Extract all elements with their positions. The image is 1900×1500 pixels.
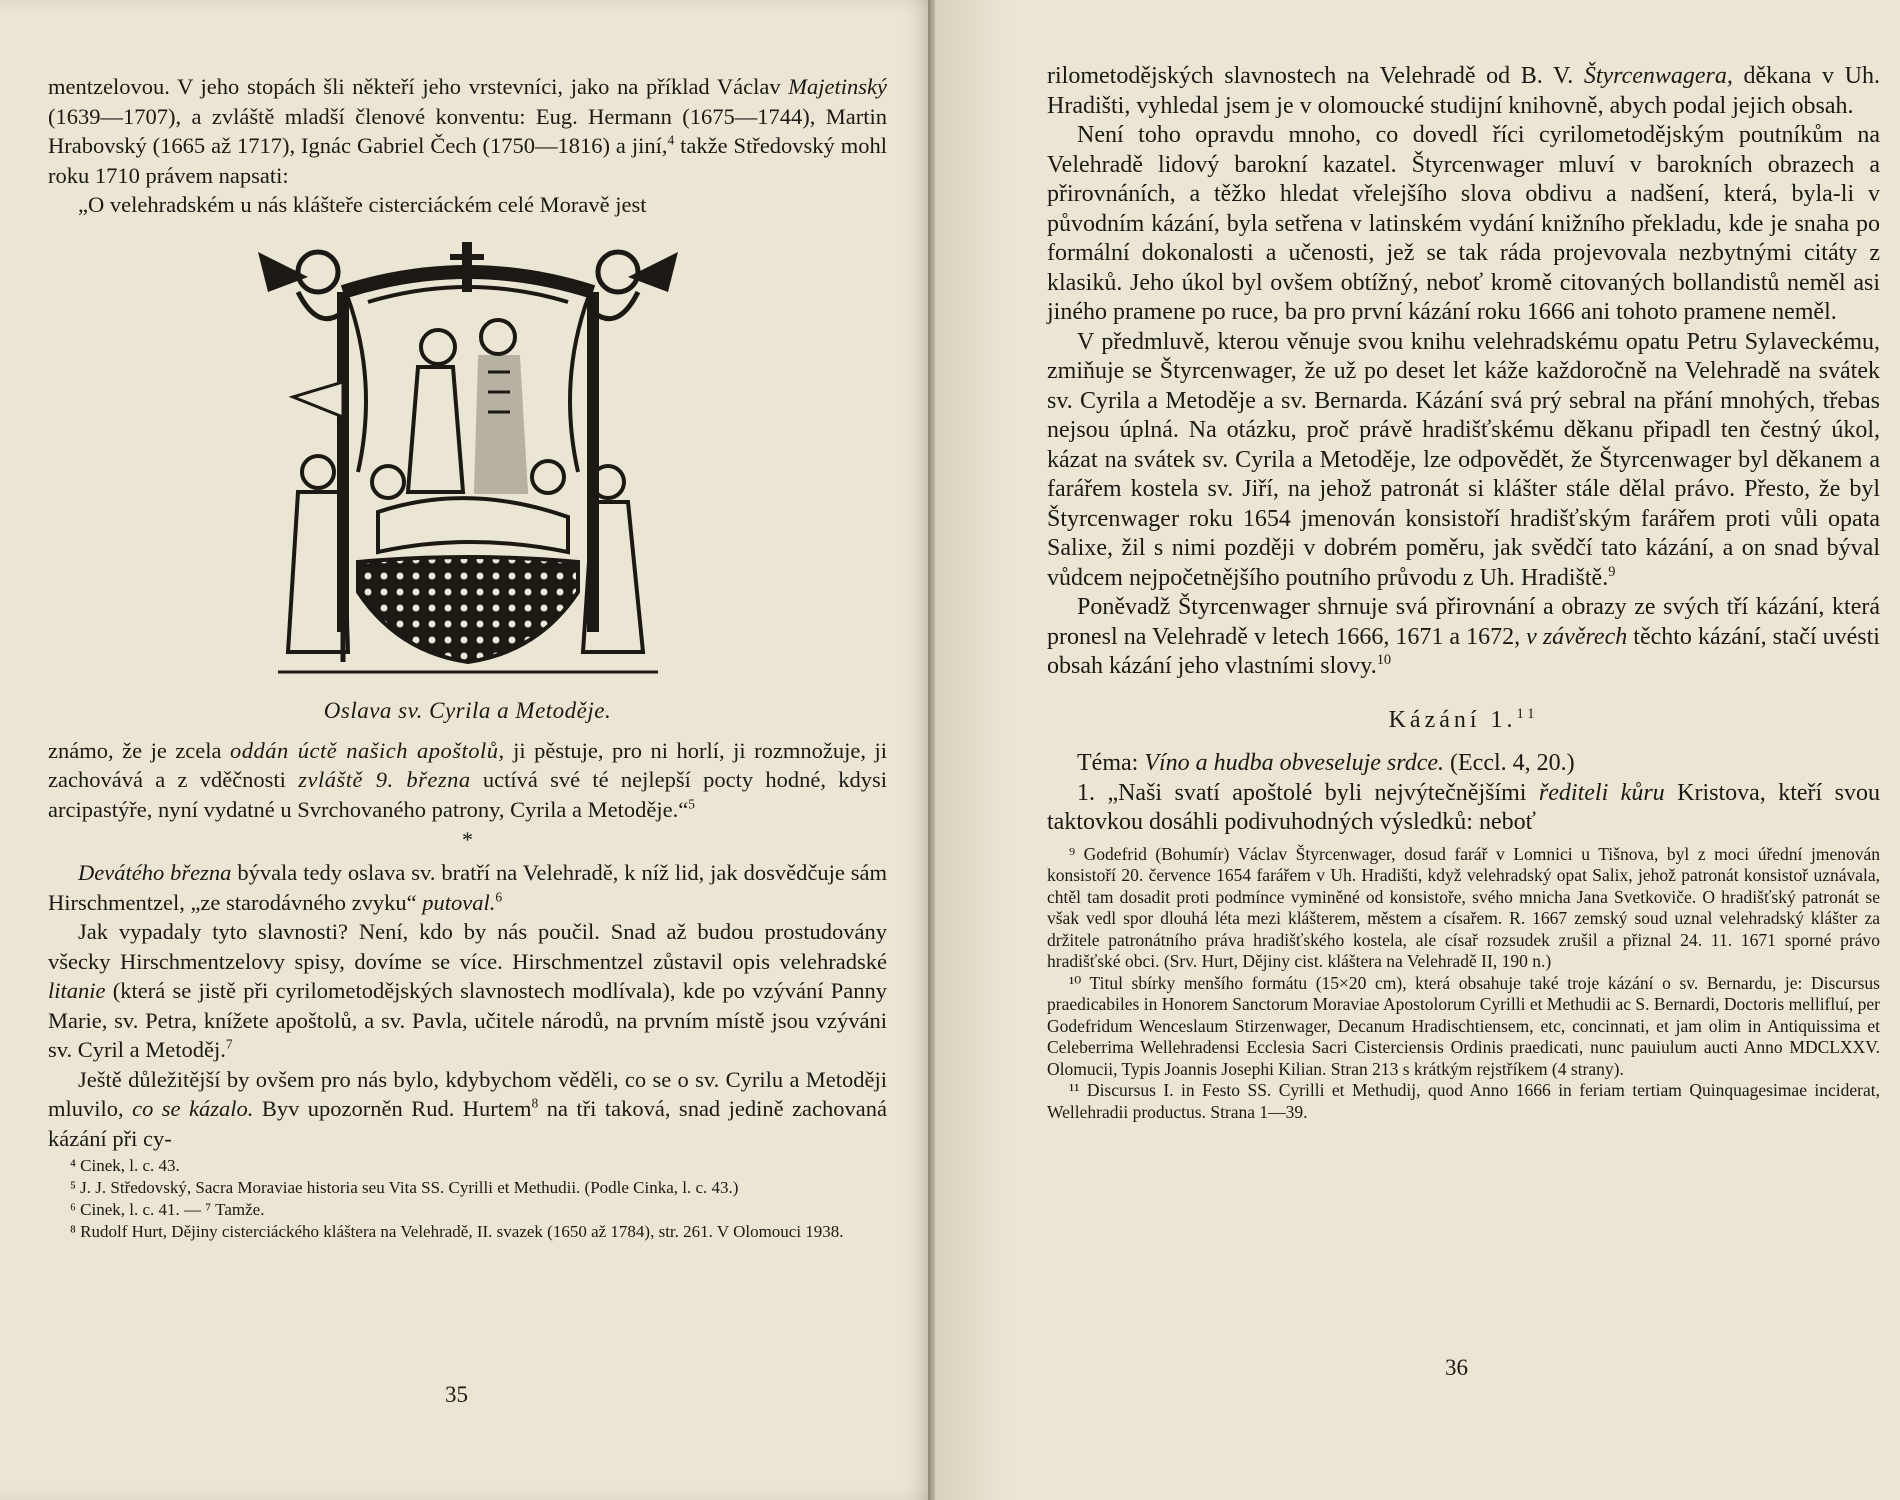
woodcut-saints-icon bbox=[248, 232, 688, 692]
footnote: ¹⁰ Titul sbírky menšího formátu (15×20 cm), která obsahuje také troje kázání o sv. Bernardu, je: Discursus praedicabiles in Honorem Sanctorum Moraviae Apostolorum Cyrilli et Methudii ac S. Bernardi, Doctoris mellifluí, per Godefridum Wenceslaum Stirzenwager, Decanum Hradischtiensem, etc, concinnati, et jam olim in Antiquissima et Celeberrima Wellehradensi Ecclesia Sacri Cisterciensis Ordinis praedicati, nunc pauiulum aucti Anno MDCLXXV. Olomucii, Typis Joannis Josephi Kilian. Stran 213 s krátkým rejstříkem (4 strany). bbox=[1047, 972, 1880, 1079]
right-text-column bbox=[1047, 62, 1880, 838]
left-paragraph-5: Ještě důležitější by ovšem pro nás bylo, kdybychom věděli, co se o sv. Cyrilu a Metoději mluvilo, co se kázalo. Byv upozorněn Rud. Hurtem$^8$ na tři taková, snad jedině zachovaná kázání při cy- bbox=[48, 1066, 887, 1151]
quote-continuation: známo, že je zcela oddán úctě našich apoštolů, ji pěstuje, pro ni horlí, ji rozmnožuje, ji zachovává a z vděčnosti zvláště 9. března uctívá své té nejlepší pocty hodné, kdysi arcipastýře, nyní vydatné u Svrchovaného patrony, Cyrila a Metoděje.“$^5$ bbox=[48, 737, 887, 822]
illustration-caption: Oslava sv. Cyrila a Metoděje. bbox=[323, 697, 612, 723]
page-number-left: 35 bbox=[445, 1382, 468, 1407]
footnote: ⁵ J. J. Středovský, Sacra Moraviae historia seu Vita SS. Cyrilli et Methudii. (Podle Cinka, l. c. 43.) bbox=[70, 1178, 739, 1197]
right-paragraph-1: rilometodějských slavnostech na Velehradě od B. V. Štyrcenwagera, děkana v Uh. Hradišti, vyhledal jsem je v olomoucké studijní knihovně, abych podal jejich obsah. bbox=[1047, 63, 1880, 119]
quote-start: „O velehradském u nás klášteře cisterciáckém celé Moravě jest bbox=[78, 192, 647, 217]
right-paragraph-4: Poněvadž Štyrcenwager shrnuje svá přirovnání a obrazy ze svých tří kázání, která pronesl na Velehradě v letech 1666, 1671 a 1672, v závěrech těchto kázání, stačí uvésti obsah kázání jeho vlastními slovy.$^{10}$ bbox=[1047, 594, 1880, 679]
left-page bbox=[0, 0, 935, 1500]
right-paragraph-3: V předmluvě, kterou věnuje svou knihu velehradskému opatu Petru Sylaveckému, zmiňuje se Štyrcenwager, že už po deset let káže každoročně na Velehradě na svátek sv. Cyrila a Metoděje a sv. Bernarda. Kázání svá prý sebral na přání mnohých, třebas nejsou úplná. Na otázku, proč právě hradišťskému děkanu připadl ten čestný úkol, kázat na svátek sv. Cyrila a Metoděje, lze odpovědět, že Štyrcenwager byl děkanem a farářem kostela sv. Jiří, na jehož patronát si klášter stále dělal právo. Přesto, že byl Štyrcenwager roku 1654 jmenován konsistoří hradišťským farářem proti vůli opata Salixe, žil s nimi později v dobrém poměru, jak svědčí tato kázání, a on snad býval vůdcem nejpočetnějšího poutního průvodu z Uh. Hradiště.$^9$ bbox=[1047, 328, 1880, 591]
right-page bbox=[935, 0, 1900, 1500]
page-number-right: 36 bbox=[1445, 1355, 1468, 1380]
left-paragraph-1: mentzelovou. V jeho stopách šli někteří jeho vrstevníci, jako na příklad Václav Majetinský (1639—1707), a zvláště mladší členové konventu: Eug. Hermann (1675—1744), Martin Hrabovský (1665 až 1717), Ignác Gabriel Čech (1750—1816) a jiní,$^4$ takže Středovský mohl roku 1710 právem napsati: bbox=[48, 74, 887, 188]
footnote: ⁹ Godefrid (Bohumír) Václav Štyrcenwager, dosud farář v Lomnici u Tišnova, byl z moci úřední jmenován konsistoří 20. července 1654 farářem v Uh. Hradišti, když velehradský opat Salix, jehož patronát konsistoř uznávala, chtěl tam dosadit proti podmínce vyminěné od konsistoře, svého mnicha Jana Svetkoviče. O hradišťský patronát se však vedl spor dlouhá léta mezi klášterem, městem a císařem. R. 1667 zemský soud uznal velehradský klášter za držitele patronátního práva hradišťského kostela, ale císař rozsudek zrušil a přiznal 24. 11. 1671 sporné právo hradišťské obci. (Srv. Hurt, Dějiny cist. kláštera na Velehradě II, 190 n.) bbox=[1047, 843, 1880, 971]
sermon-heading: Kázání 1.11 bbox=[1388, 705, 1539, 733]
illustration-figure bbox=[228, 232, 708, 724]
footnote: ⁸ Rudolf Hurt, Dějiny cisterciáckého kláštera na Velehradě, II. svazek (1650 až 1784), str. 261. V Olomouci 1938. bbox=[70, 1222, 844, 1241]
right-paragraph-2: Není toho opravdu mnoho, co dovedl říci cyrilometodějským poutníkům na Velehradě lidový barokní kazatel. Štyrcenwager mluví v barokních obrazech a přirovnáních, a těžko hledat vřelejšího slova obdivu a nadšení, která, byla-li v původním kázání, byla setřena v latinském vydání knižního překladu, kde je snaha po formální dokonalosti a učenosti, jež se tak ráda projevovala nezbytnými citáty z klasiků. Jeho úkol byl ovšem obtížný, neboť kromě citovaných bollandistů neměl asi jiného pramene po ruce, ba pro první kázání roku 1666 ani tohoto pramene neměl. bbox=[1047, 122, 1880, 325]
right-footnotes bbox=[1047, 844, 1880, 1124]
sermon-theme: Téma: Víno a hudba obveseluje srdce. (Eccl. 4, 20.) bbox=[1077, 750, 1575, 776]
section-asterisk: * bbox=[462, 827, 473, 852]
footnote: ⁶ Cinek, l. c. 41. — ⁷ Tamže. bbox=[70, 1200, 265, 1219]
right-paragraph-5: 1. „Naši svatí apoštolé byli nejvýtečnějšími řediteli kůru Kristova, kteří svou taktovkou dosáhli podivuhodných výsledků: neboť bbox=[1047, 779, 1880, 835]
footnote: ⁴ Cinek, l. c. 43. bbox=[70, 1156, 180, 1175]
left-paragraph-4: Jak vypadaly tyto slavnosti? Není, kdo by nás poučil. Snad až budou prostudovány všecky Hirschmentzelovy spisy, dovíme se více. Hirschmentzel zůstavil opis velehradské litanie (která se jistě při cyrilometodějských slavnostech modlívala), kde po vzývání Panny Marie, sv. Petra, knížete apoštolů, a sv. Pavla, učitele národů, na prvním místě jsou vzýváni sv. Cyril a Metoděj.$^7$ bbox=[48, 919, 887, 1062]
left-paragraph-3: Devátého března bývala tedy oslava sv. bratří na Velehradě, k níž lid, jak dosvědčuje sám Hirschmentzel, „ze starodávného zvyku“ putoval.$^6$ bbox=[48, 860, 887, 915]
left-text-column bbox=[48, 72, 887, 220]
left-footnotes bbox=[48, 1155, 887, 1243]
left-text-column-lower bbox=[48, 736, 887, 1154]
footnote: ¹¹ Discursus I. in Festo SS. Cyrilli et Methudij, quod Anno 1666 in feriam tertiam Quinquagesimae inciderat, Wellehradii productus. Strana 1—39. bbox=[1047, 1080, 1880, 1122]
